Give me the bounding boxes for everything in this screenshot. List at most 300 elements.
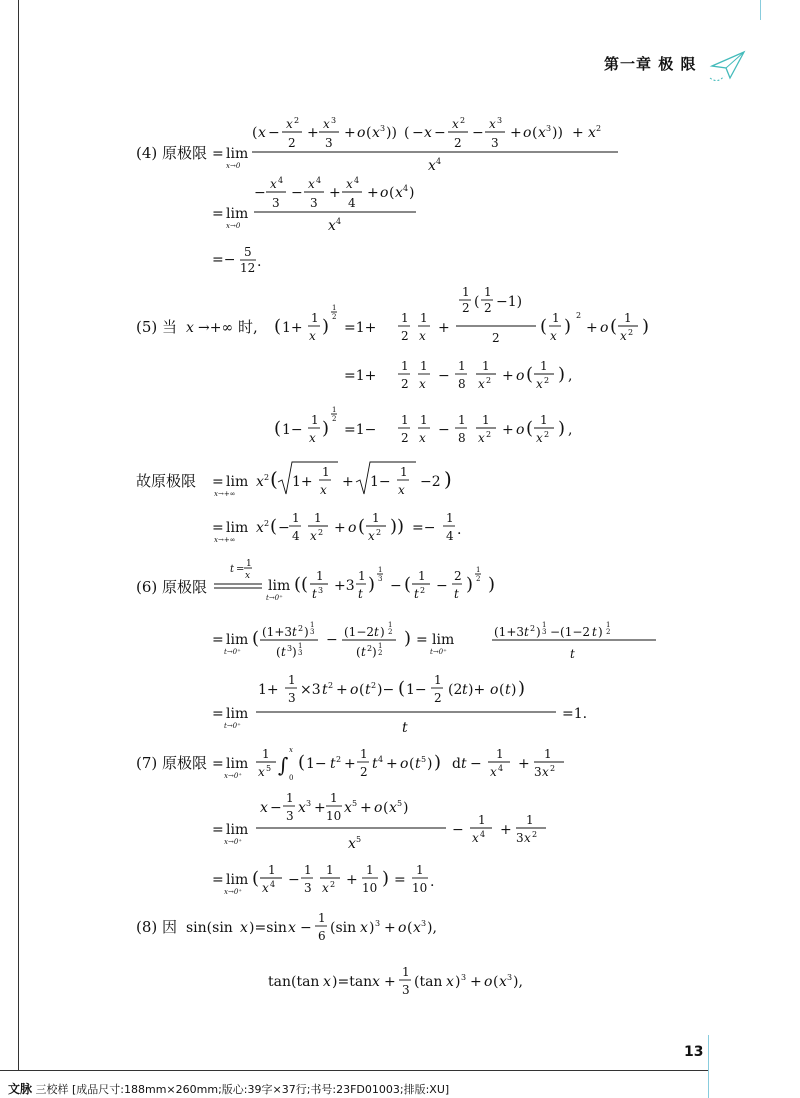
svg-text:+: + <box>360 800 372 816</box>
svg-text:+: + <box>384 920 396 936</box>
svg-text:x: x <box>186 320 194 336</box>
svg-text:x: x <box>240 920 248 936</box>
svg-text:x: x <box>298 800 306 816</box>
svg-text:1: 1 <box>292 511 300 525</box>
svg-text:x: x <box>550 329 557 343</box>
svg-text:3: 3 <box>331 116 337 125</box>
svg-text:): ) <box>511 682 517 698</box>
svg-text:): ) <box>322 316 330 337</box>
svg-text:): ) <box>455 974 461 990</box>
svg-text:1: 1 <box>388 621 393 629</box>
svg-text:(: ( <box>252 125 258 141</box>
svg-text:2: 2 <box>294 116 300 125</box>
svg-text:): ) <box>444 467 452 491</box>
svg-text:−: − <box>452 822 464 838</box>
svg-text:(: ( <box>276 645 281 659</box>
svg-text:+: + <box>438 320 450 336</box>
svg-text:=1+: =1+ <box>344 320 377 336</box>
svg-text:lim: lim <box>226 520 249 536</box>
svg-text:1: 1 <box>332 304 337 312</box>
footer-info: 三校样 [成品尺寸:188mm×260mm;版心:39字×37行;书号:23FD01003;排版:XU] <box>35 1083 450 1096</box>
svg-text:2: 2 <box>486 376 492 385</box>
svg-text:x: x <box>428 158 436 174</box>
svg-text:)): )) <box>552 125 563 141</box>
svg-text:=−: =− <box>212 252 236 268</box>
svg-text:2: 2 <box>298 624 304 633</box>
svg-text:1: 1 <box>330 791 338 805</box>
svg-text:): ) <box>404 628 412 649</box>
svg-text:2: 2 <box>544 376 550 385</box>
svg-text:+: + <box>500 822 512 838</box>
svg-text:): ) <box>292 645 297 659</box>
svg-text:): ) <box>369 920 375 936</box>
svg-text:2: 2 <box>388 628 393 636</box>
svg-text:x: x <box>346 177 353 191</box>
svg-text:x: x <box>620 329 627 343</box>
svg-text:t→0⁺: t→0⁺ <box>224 648 241 656</box>
svg-text:3: 3 <box>304 881 312 895</box>
svg-text:4: 4 <box>446 529 454 543</box>
svg-text:2: 2 <box>454 136 462 150</box>
svg-text:1: 1 <box>540 359 548 373</box>
svg-text:1: 1 <box>544 747 552 761</box>
svg-text:=: = <box>212 706 224 722</box>
svg-text:): ) <box>434 752 442 773</box>
svg-text:−1): −1) <box>496 294 523 310</box>
svg-text:lim: lim <box>226 206 249 222</box>
svg-text:−(1−2: −(1−2 <box>550 625 591 639</box>
svg-text:1: 1 <box>446 511 454 525</box>
svg-text:)=sin: )=sin <box>249 920 287 936</box>
svg-text:t: t <box>374 625 379 639</box>
svg-text:3: 3 <box>542 628 547 636</box>
svg-text:1: 1 <box>482 359 490 373</box>
svg-text:)): )) <box>386 125 397 141</box>
svg-text:=1+: =1+ <box>344 368 377 384</box>
svg-text:+: + <box>572 125 584 141</box>
svg-text:((: (( <box>294 574 309 595</box>
label-p8: (8) 因 <box>136 918 178 936</box>
svg-text:): ) <box>598 625 603 639</box>
svg-text:+: + <box>386 756 398 772</box>
svg-text:10: 10 <box>412 881 428 895</box>
svg-text:t→0⁺: t→0⁺ <box>224 722 241 730</box>
svg-text:2: 2 <box>492 331 500 345</box>
svg-text:)−: )− <box>377 682 395 698</box>
svg-text:1: 1 <box>478 813 486 827</box>
svg-text:(: ( <box>252 628 260 649</box>
svg-text:): ) <box>427 756 433 772</box>
svg-text:−: − <box>291 185 303 201</box>
svg-text:(: ( <box>540 316 548 337</box>
svg-text:x: x <box>258 765 265 779</box>
bottom-margin-line <box>0 1070 708 1071</box>
svg-text:4: 4 <box>378 755 384 764</box>
svg-text:t: t <box>592 625 597 639</box>
label-gu: 故原极限 <box>136 472 197 490</box>
svg-text:=: = <box>394 872 406 888</box>
svg-text:tan(tan: tan(tan <box>268 974 320 990</box>
svg-text:x: x <box>309 431 316 445</box>
svg-text:x: x <box>328 218 336 234</box>
svg-text:1: 1 <box>401 413 409 427</box>
svg-text:): ) <box>518 678 526 699</box>
svg-text:2: 2 <box>401 431 409 445</box>
svg-text:=: = <box>416 632 428 648</box>
svg-text:t: t <box>402 720 408 736</box>
svg-text:x: x <box>389 800 397 816</box>
svg-text:o: o <box>398 920 407 936</box>
svg-text:=: = <box>212 632 224 648</box>
svg-text:x: x <box>398 483 405 497</box>
svg-text:d: d <box>452 756 461 772</box>
svg-text:(: ( <box>358 516 366 537</box>
label-p6: (6) 原极限 <box>136 578 208 596</box>
svg-text:t: t <box>230 564 235 575</box>
svg-text:): ) <box>403 800 409 816</box>
svg-text:4: 4 <box>354 176 360 185</box>
svg-text:10: 10 <box>362 881 378 895</box>
chapter-title: 第一章 极 限 <box>604 55 697 73</box>
svg-text:+3: +3 <box>334 578 355 594</box>
svg-text:): ) <box>466 574 474 595</box>
svg-text:3: 3 <box>546 124 552 133</box>
svg-text:o: o <box>374 800 383 816</box>
svg-text:1: 1 <box>420 311 428 325</box>
svg-text:1−: 1− <box>282 422 303 438</box>
svg-text:(: ( <box>274 316 282 337</box>
svg-text:2: 2 <box>486 430 492 439</box>
svg-text:2: 2 <box>360 765 368 779</box>
svg-text:t: t <box>524 625 529 639</box>
svg-text:t: t <box>462 682 468 698</box>
svg-text:1: 1 <box>298 642 303 650</box>
svg-text:(1+3: (1+3 <box>494 625 525 639</box>
svg-text:3: 3 <box>402 983 410 997</box>
svg-text:1: 1 <box>624 311 632 325</box>
svg-text:t: t <box>292 625 297 639</box>
svg-text:x: x <box>489 117 496 131</box>
svg-text:+: + <box>384 974 396 990</box>
svg-text:3: 3 <box>318 586 324 595</box>
svg-text:x: x <box>258 125 266 141</box>
svg-text:,: , <box>568 368 573 384</box>
svg-text:3: 3 <box>325 136 333 150</box>
svg-text:1: 1 <box>420 413 428 427</box>
svg-text:),: ), <box>513 974 523 990</box>
svg-text:=: = <box>212 520 224 536</box>
svg-text:x: x <box>348 836 356 852</box>
svg-text:1: 1 <box>542 621 547 629</box>
svg-text:+: + <box>367 185 379 201</box>
svg-text:x: x <box>270 177 277 191</box>
svg-text:t: t <box>454 587 459 601</box>
svg-text:=: = <box>212 756 224 772</box>
svg-text:2: 2 <box>264 519 270 528</box>
svg-text:o: o <box>523 125 532 141</box>
svg-text:lim: lim <box>226 632 249 648</box>
svg-text:.: . <box>430 874 435 890</box>
svg-text:+: + <box>346 872 358 888</box>
svg-text:): ) <box>382 868 390 889</box>
page-number: 13 <box>684 1044 704 1060</box>
svg-text:3: 3 <box>306 799 312 808</box>
svg-text:1: 1 <box>458 413 466 427</box>
svg-text:x: x <box>419 431 426 445</box>
svg-text:4: 4 <box>316 176 322 185</box>
svg-text:o: o <box>600 320 609 336</box>
svg-text:1−: 1− <box>406 682 427 698</box>
svg-text:1: 1 <box>540 413 548 427</box>
svg-text:−: − <box>438 368 450 384</box>
svg-text:sin(sin: sin(sin <box>186 920 233 936</box>
svg-text:t: t <box>461 756 467 772</box>
svg-text:)): )) <box>390 516 405 537</box>
svg-text:(: ( <box>404 574 412 595</box>
svg-text:x: x <box>538 125 546 141</box>
svg-text:=: = <box>212 872 224 888</box>
svg-text:2: 2 <box>328 681 334 690</box>
svg-text:o: o <box>350 682 359 698</box>
svg-text:x: x <box>499 974 507 990</box>
svg-text:2: 2 <box>484 301 492 315</box>
svg-text:−: − <box>278 520 290 536</box>
svg-text:3: 3 <box>491 136 499 150</box>
svg-text:1: 1 <box>314 511 322 525</box>
svg-text:o: o <box>348 520 357 536</box>
svg-text:4: 4 <box>348 196 356 210</box>
svg-text:1: 1 <box>484 285 492 299</box>
svg-text:t: t <box>312 587 317 601</box>
svg-text:t: t <box>505 682 511 698</box>
svg-text:−: − <box>270 800 282 816</box>
svg-text:x: x <box>419 329 426 343</box>
svg-text:1: 1 <box>420 359 428 373</box>
svg-text:−2: −2 <box>420 474 441 490</box>
svg-text:→+∞: →+∞ <box>198 320 234 336</box>
svg-text:(tan: (tan <box>414 974 443 990</box>
svg-text:3: 3 <box>310 196 318 210</box>
svg-text:1: 1 <box>462 285 470 299</box>
svg-text:−: − <box>268 125 280 141</box>
svg-text:t: t <box>330 756 336 772</box>
svg-text:3: 3 <box>286 809 294 823</box>
svg-text:2: 2 <box>401 329 409 343</box>
svg-text:3: 3 <box>497 116 503 125</box>
svg-text:(: ( <box>274 418 282 439</box>
svg-text:x: x <box>323 117 330 131</box>
svg-text:2: 2 <box>371 681 377 690</box>
svg-text:−: − <box>254 185 266 201</box>
svg-text:1: 1 <box>316 569 324 583</box>
svg-text:): ) <box>322 418 330 439</box>
svg-text:x→0⁺: x→0⁺ <box>224 838 242 846</box>
svg-text:−: − <box>412 125 424 141</box>
svg-text:)=tan: )=tan <box>332 974 373 990</box>
svg-text:t: t <box>322 682 328 698</box>
svg-text:lim: lim <box>268 578 291 594</box>
svg-text:−: − <box>438 422 450 438</box>
svg-text:2: 2 <box>330 880 336 889</box>
svg-text:2: 2 <box>606 628 611 636</box>
svg-text:3: 3 <box>461 973 467 982</box>
svg-text:(1−2: (1−2 <box>344 625 375 639</box>
svg-text:x: x <box>490 765 497 779</box>
svg-text:1: 1 <box>401 311 409 325</box>
svg-text:2: 2 <box>454 569 462 583</box>
svg-text:x: x <box>256 520 264 536</box>
svg-text:3: 3 <box>507 973 513 982</box>
svg-text:=: = <box>212 822 224 838</box>
svg-text:x: x <box>256 474 264 490</box>
svg-text:8: 8 <box>458 377 466 391</box>
svg-text:1: 1 <box>288 673 296 687</box>
svg-text:(: ( <box>270 467 278 491</box>
svg-text:t: t <box>281 645 286 659</box>
svg-text:x: x <box>320 483 327 497</box>
svg-text:=: = <box>212 474 224 490</box>
svg-text:1: 1 <box>360 747 368 761</box>
svg-text:=: = <box>212 146 224 162</box>
svg-text:∫: ∫ <box>278 753 289 777</box>
svg-text:2: 2 <box>332 415 337 423</box>
svg-text:x: x <box>524 831 531 845</box>
footer-brand: 文脉 <box>8 1082 33 1096</box>
svg-text:.: . <box>257 254 262 270</box>
svg-text:x→0⁺: x→0⁺ <box>224 772 242 780</box>
svg-text:o: o <box>380 185 389 201</box>
svg-text:x: x <box>288 920 296 936</box>
svg-text:x: x <box>323 974 331 990</box>
svg-text:lim: lim <box>226 474 249 490</box>
svg-text:2: 2 <box>460 116 466 125</box>
svg-text:(: ( <box>356 645 361 659</box>
svg-text:lim: lim <box>432 632 455 648</box>
svg-text:4: 4 <box>336 217 342 226</box>
svg-text:+: + <box>502 368 514 384</box>
svg-text:4: 4 <box>436 157 442 166</box>
svg-text:2: 2 <box>544 430 550 439</box>
svg-text:x: x <box>472 831 479 845</box>
label-p5b: 时, <box>238 318 258 336</box>
svg-text:2: 2 <box>462 301 470 315</box>
svg-text:1−: 1− <box>306 756 327 772</box>
svg-text:o: o <box>516 368 525 384</box>
svg-text:lim: lim <box>226 822 249 838</box>
svg-text:x: x <box>542 765 549 779</box>
svg-text:): ) <box>642 316 650 337</box>
svg-text:2: 2 <box>401 377 409 391</box>
svg-text:): ) <box>409 185 415 201</box>
svg-text:x: x <box>262 881 269 895</box>
svg-text:)+: )+ <box>468 682 486 698</box>
svg-text:2: 2 <box>420 586 426 595</box>
print-footer <box>8 1080 449 1097</box>
svg-text:4: 4 <box>498 764 504 773</box>
right-margin-line <box>708 1035 709 1098</box>
svg-text:−: − <box>300 920 312 936</box>
svg-text:4: 4 <box>270 880 276 889</box>
svg-text:x→0⁺: x→0⁺ <box>224 888 242 896</box>
svg-text:+: + <box>342 474 354 490</box>
svg-text:+: + <box>344 756 356 772</box>
svg-text:1: 1 <box>476 566 481 574</box>
svg-text:,: , <box>568 422 573 438</box>
svg-text:5: 5 <box>352 799 358 808</box>
svg-text:12: 12 <box>240 261 256 275</box>
svg-text:+: + <box>502 422 514 438</box>
svg-text:1: 1 <box>286 791 294 805</box>
svg-text:.: . <box>457 522 462 538</box>
svg-text:x: x <box>309 329 316 343</box>
svg-text:2: 2 <box>336 755 342 764</box>
svg-text:+: + <box>336 682 348 698</box>
svg-text:1: 1 <box>311 311 319 325</box>
svg-text:1: 1 <box>378 566 383 574</box>
svg-text:0: 0 <box>289 774 294 782</box>
svg-text:x: x <box>424 125 432 141</box>
svg-text:(: ( <box>493 974 499 990</box>
svg-text:2: 2 <box>376 528 382 537</box>
svg-text:−: − <box>470 756 482 772</box>
svg-text:3: 3 <box>534 765 542 779</box>
svg-text:lim: lim <box>226 706 249 722</box>
svg-text:5: 5 <box>244 245 252 259</box>
svg-text:x: x <box>588 125 596 141</box>
svg-text:4: 4 <box>480 830 486 839</box>
svg-text:t: t <box>361 645 366 659</box>
svg-text:(: ( <box>383 800 389 816</box>
svg-text:(: ( <box>404 125 410 141</box>
svg-text:10: 10 <box>326 809 342 823</box>
svg-text:+: + <box>510 125 522 141</box>
svg-text:1+: 1+ <box>292 474 313 490</box>
svg-text:5: 5 <box>421 755 427 764</box>
svg-text:+: + <box>314 800 326 816</box>
svg-text:): ) <box>558 418 566 439</box>
svg-text:): ) <box>304 625 309 639</box>
svg-text:x: x <box>289 746 293 754</box>
svg-text:3: 3 <box>310 628 315 636</box>
svg-text:2: 2 <box>367 644 373 653</box>
svg-text:lim: lim <box>226 146 249 162</box>
svg-text:1: 1 <box>268 863 276 877</box>
svg-text:x: x <box>372 974 380 990</box>
svg-text:): ) <box>488 574 496 595</box>
svg-text:t: t <box>372 756 378 772</box>
svg-text:+: + <box>307 125 319 141</box>
svg-text:(: ( <box>270 516 278 537</box>
svg-text:x: x <box>368 529 375 543</box>
svg-text:−: − <box>390 578 402 594</box>
svg-text:+: + <box>470 974 482 990</box>
svg-text:x: x <box>372 125 380 141</box>
svg-text:×3: ×3 <box>300 682 321 698</box>
svg-text:3: 3 <box>516 831 524 845</box>
svg-text:4: 4 <box>278 176 284 185</box>
svg-text:(: ( <box>398 678 406 699</box>
svg-text:1: 1 <box>378 642 383 650</box>
svg-text:o: o <box>484 974 493 990</box>
svg-text:t→0⁺: t→0⁺ <box>266 594 283 602</box>
svg-text:2: 2 <box>332 313 337 321</box>
svg-text:x→0: x→0 <box>226 162 241 170</box>
svg-text:x→0: x→0 <box>226 222 241 230</box>
svg-text:1: 1 <box>358 569 366 583</box>
svg-text:3: 3 <box>380 124 386 133</box>
svg-text:−: − <box>326 632 338 648</box>
svg-text:4: 4 <box>403 184 409 193</box>
